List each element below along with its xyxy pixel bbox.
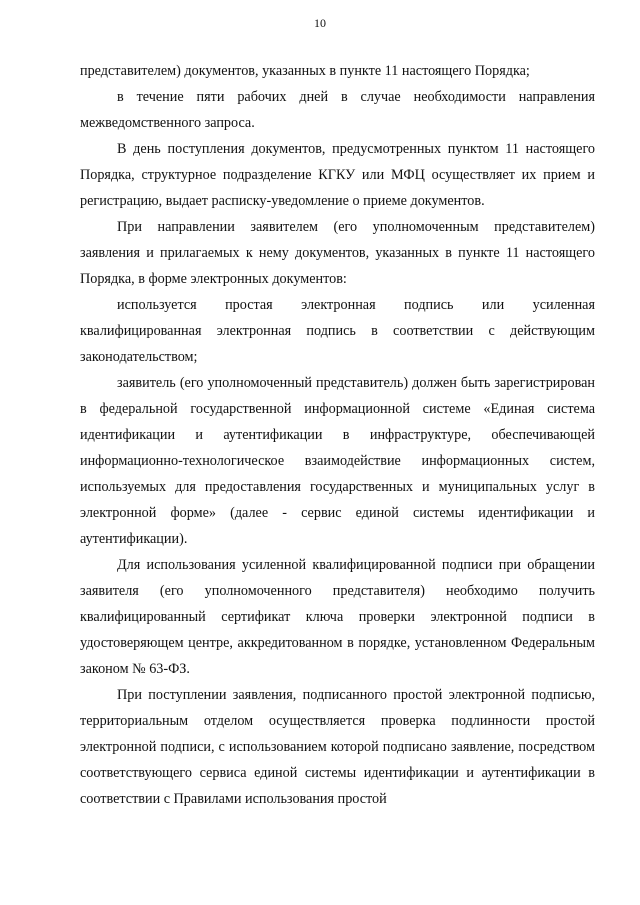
paragraph: в течение пяти рабочих дней в случае необходимости направления межведомственного запроса. (80, 89, 595, 131)
document-body (80, 58, 595, 812)
paragraph: При направлении заявителем (его уполномоченным представителем) заявления и прилагаемых к нему документов, указанных в пункте 11 настоящего Порядка, в форме электронных документов: (80, 219, 595, 287)
paragraph: заявитель (его уполномоченный представитель) должен быть зарегистрирован в федеральной государственной информационной системе «Единая система идентификации и аутентификации в инфраструктуре, обеспечивающей информационно-технологическое взаимодействие информационных систем, используемых для предоставления государственных и муниципальных услуг в электронной форме» (далее - сервис единой системы идентификации и аутентификации). (80, 375, 595, 547)
paragraph: используется простая электронная подпись или усиленная квалифицированная электронная подпись в соответствии с действующим законодательством; (80, 297, 595, 365)
paragraph: представителем) документов, указанных в пункте 11 настоящего Порядка; (80, 63, 530, 79)
paragraph: При поступлении заявления, подписанного простой электронной подписью, территориальным отделом осуществляется проверка подлинности простой электронной подписи, с использованием которой подписано заявление, посредством соответствующего сервиса единой системы идентификации и аутентификации в соответствии с Правилами использования простой (80, 687, 595, 807)
paragraph: Для использования усиленной квалифицированной подписи при обращении заявителя (его уполномоченного представителя) необходимо получить квалифицированный сертификат ключа проверки электронной подписи в удостоверяющем центре, аккредитованном в порядке, установленном Федеральным законом № 63-ФЗ. (80, 557, 595, 677)
paragraph: В день поступления документов, предусмотренных пунктом 11 настоящего Порядка, структурное подразделение КГКУ или МФЦ осуществляет их прием и регистрацию, выдает расписку-уведомление о приеме документов. (80, 141, 595, 209)
page-number: 10 (314, 16, 326, 30)
